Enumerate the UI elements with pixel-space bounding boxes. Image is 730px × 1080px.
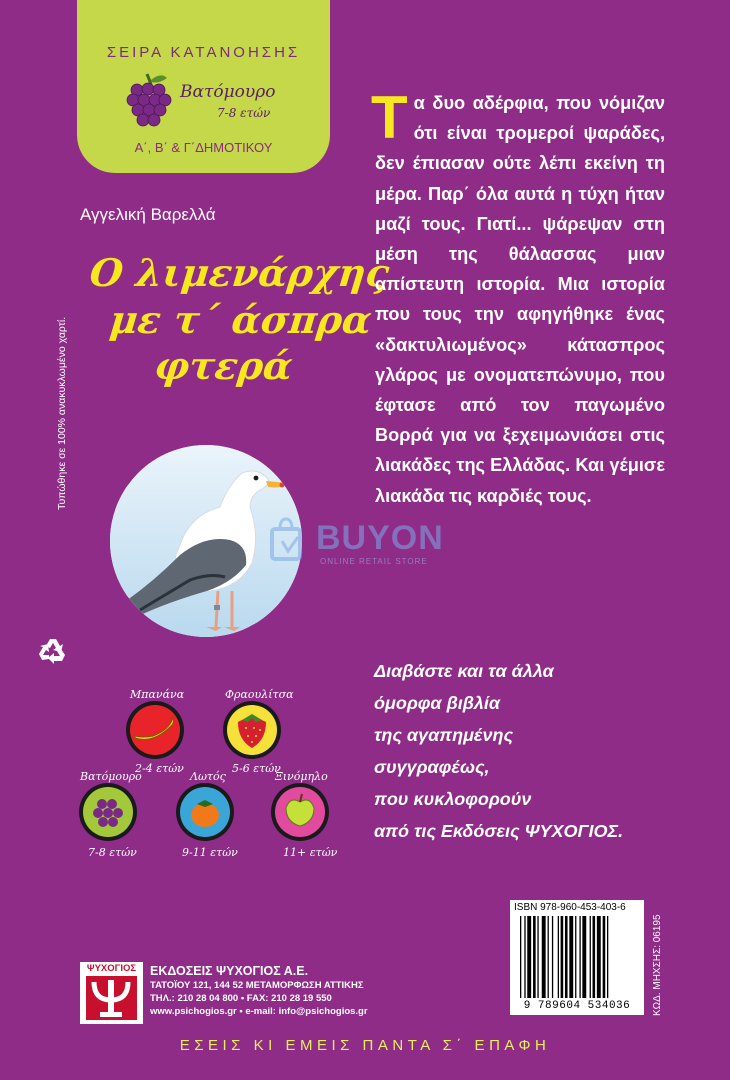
barcode-bar <box>593 916 596 998</box>
more-books-line: Διαβάστε και τα άλλα <box>374 661 554 681</box>
barcode-bar <box>520 916 521 998</box>
barcode-bar <box>579 916 580 998</box>
publisher-logo-text: ΨΥΧΟΓΙΟΣ <box>86 963 137 974</box>
story-text: α δυο αδέρφια, που νόμιζαν ότι είναι τρομεροί ψαράδες, δεν έπιασαν ούτε λέπι εκείνη τη μέρα. Παρ΄ όλα αυτά η τύχη ήταν μαζί τους. Γιατί... ψάρεψαν στη μέση της θάλασσας μιαν απίστευτη ιστορία. Μια ιστορία που τους την αφηγήθηκε ένας «δακτυλιωμένος» κάτασπρος γλάρος με ονοματεπώνυμο, που έφτασε από τον παγωμένο Βορρά για να ξεχειμωνιάσει στις λιακάδες της Ελλάδας. Και γέμισε λιακάδα τις καρδιές τους. <box>375 93 665 506</box>
barcode-bars <box>520 916 636 1002</box>
barcode-bar <box>548 916 549 998</box>
barcode-bar <box>575 916 576 998</box>
fruit-label-strawberry: Φραουλίτσα <box>225 688 294 701</box>
publisher-logo <box>80 962 143 1024</box>
fruit-label-blackberry: Βατόμουρο <box>80 770 142 783</box>
more-books-line: της αγαπημένης <box>374 725 514 745</box>
more-books-line: που κυκλοφορούν <box>374 789 532 809</box>
fruit-age-strawberry: 5-6 ετών <box>232 762 281 775</box>
isbn: ISBN 978-960-453-403-6 <box>514 902 626 913</box>
barcode-bar <box>542 916 546 998</box>
publisher-phone: ΤΗΛ.: 210 28 04 800 • FAX: 210 28 19 550 <box>150 993 332 1004</box>
more-books-line: συγγραφέως, <box>374 757 490 777</box>
series-grades: Α΄, Β΄ & Γ΄ΔΗΜΟΤΙΚΟΥ <box>134 140 273 155</box>
shopping-bag-icon <box>268 515 308 565</box>
book-title-line-1: Ο λιμενάρχης <box>87 250 392 295</box>
slogan: ΕΣΕΙΣ ΚΙ ΕΜΕΙΣ ΠΑΝΤΑ Σ΄ ΕΠΑΦΗ <box>179 1037 551 1054</box>
more-books-line: από τις Εκδόσεις ΨΥΧΟΓΙΟΣ. <box>374 821 624 841</box>
fruit-age-blackberry: 7-8 ετών <box>88 846 137 859</box>
barcode-bar <box>527 916 531 998</box>
machine-code: ΚΩΔ. ΜΗΧΣΗΣ: 06195 <box>652 914 663 1016</box>
barcode-bar <box>590 916 591 998</box>
watermark <box>268 515 488 575</box>
fruit-label-persimmon: Λωτός <box>190 770 226 783</box>
banana-icon <box>125 700 185 760</box>
recycled-paper-note: Τυπώθηκε σε 100% ανακυκλωμένο χαρτί. <box>56 316 68 510</box>
fruit-age-banana: 2-4 ετών <box>135 762 184 775</box>
barcode-digits: 9 789604 534036 <box>523 1000 631 1012</box>
watermark-brand: BUYON <box>316 519 444 557</box>
psi-logo-icon <box>86 976 137 1020</box>
book-title-line-2: με τ΄ άσπρα <box>107 297 374 342</box>
book-title-line-3: φτερά <box>152 343 295 388</box>
more-books-line: όμορφα βιβλία <box>374 693 501 713</box>
barcode-bar <box>524 916 525 998</box>
blackberry-icon <box>78 782 138 842</box>
barcode-bar <box>533 916 536 998</box>
barcode-bar <box>561 916 564 998</box>
barcode-bar <box>537 916 538 998</box>
strawberry-icon <box>222 700 282 760</box>
series-badge <box>77 0 330 173</box>
grape-icon <box>125 70 173 130</box>
recycle-icon <box>38 636 68 666</box>
barcode-bar <box>603 916 606 998</box>
more-books-note <box>374 655 674 847</box>
watermark-sub: ONLINE RETAIL STORE <box>320 557 428 566</box>
fruit-age-apple: 11+ ετών <box>283 846 338 859</box>
fruit-age-persimmon: 9-11 ετών <box>182 846 238 859</box>
barcode-bar <box>607 916 608 998</box>
series-title: ΣΕΙΡΑ ΚΑΤΑΝΟΗΣΗΣ <box>106 44 301 61</box>
fruit-label-apple: Ξινόμηλο <box>275 770 328 783</box>
publisher-info <box>150 964 368 1018</box>
barcode-bar <box>558 916 559 998</box>
persimmon-icon <box>175 782 235 842</box>
publisher-address: ΤΑΤΟΪΟΥ 121, 144 52 ΜΕΤΑΜΟΡΦΩΣΗ ΑΤΤΙΚΗΣ <box>150 980 364 991</box>
barcode-bar <box>582 916 586 998</box>
barcode-bar <box>597 916 601 998</box>
barcode-bar <box>569 916 573 998</box>
apple-icon <box>270 782 330 842</box>
barcode <box>510 900 644 1015</box>
author-name: Αγγελική Βαρελλά <box>80 205 216 224</box>
fruit-label-banana: Μπανάνα <box>130 688 185 701</box>
series-fruit: Βατόμουρο <box>180 82 276 102</box>
barcode-bar <box>565 916 568 998</box>
barcode-bar <box>552 916 553 998</box>
dropcap: Τ <box>371 84 408 151</box>
series-age: 7-8 ετών <box>217 106 271 120</box>
publisher-name: ΕΚΔΟΣΕΙΣ ΨΥΧΟΓΙΟΣ Α.Ε. <box>150 964 309 978</box>
story-blurb <box>371 84 665 511</box>
publisher-web: www.psichogios.gr • e-mail: info@psichogios.gr <box>150 1006 368 1017</box>
